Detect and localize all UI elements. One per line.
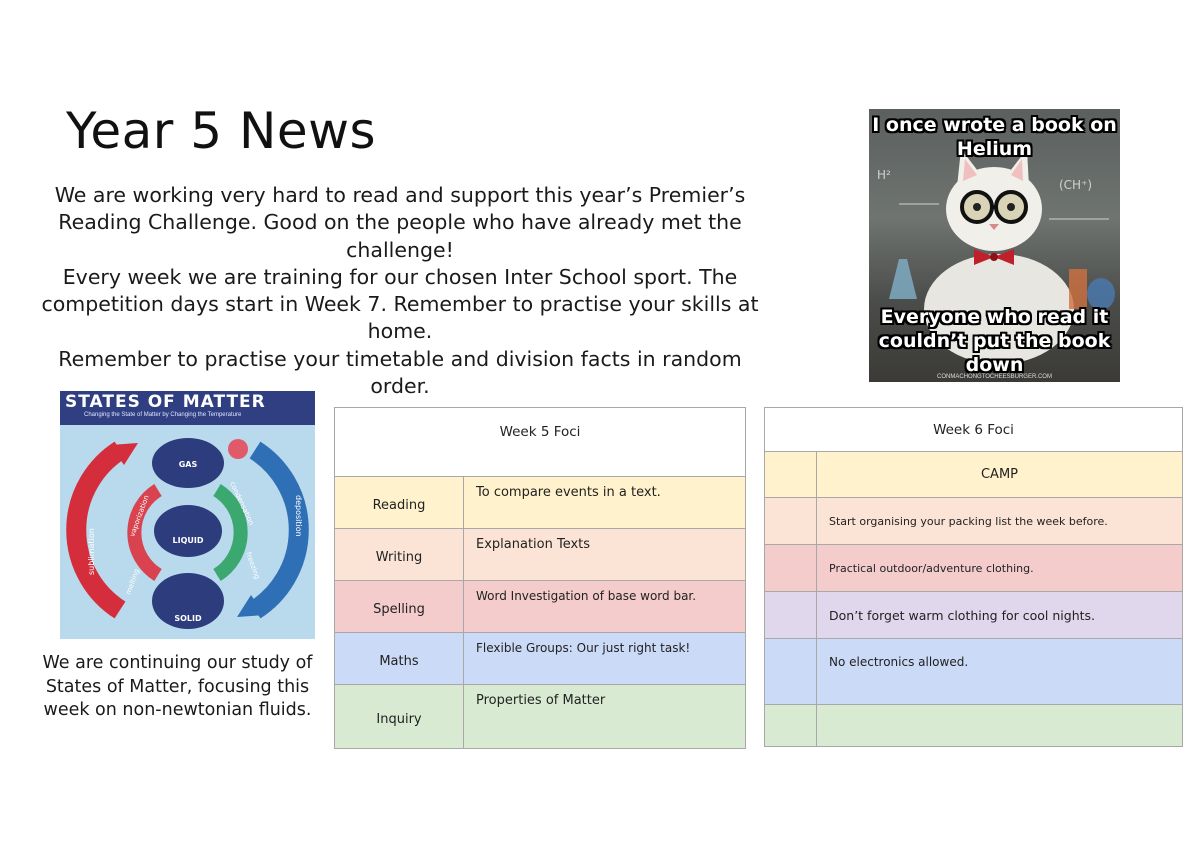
table-row: [765, 592, 1183, 639]
states-caption: We are continuing our study of States of Matter, focusing this week on non-newtonian fluids.: [42, 653, 313, 720]
table-row: [335, 477, 746, 529]
week5-foci-table: [334, 407, 746, 749]
meme-bottom-caption: Everyone who read it couldn’t put the book down: [878, 306, 1111, 376]
table-row: [765, 452, 1183, 498]
intro-paragraph-reading: We are working very hard to read and support this year’s Premier’s Reading Challenge. Good on the people who have already met the challenge!: [54, 183, 746, 262]
subject-spelling: Spelling: [335, 581, 464, 633]
deposition-label: deposition: [294, 495, 303, 537]
table-row: [765, 545, 1183, 592]
meme-top-caption: I once wrote a book on Helium: [872, 114, 1117, 160]
table-row: [765, 705, 1183, 747]
liquid-label: LIQUID: [172, 536, 204, 545]
table-row: [335, 633, 746, 685]
svg-text:(CH⁺): (CH⁺): [1059, 178, 1093, 192]
gas-label: GAS: [178, 460, 198, 469]
table-row: [765, 498, 1183, 545]
freezing-label: freezing: [244, 550, 262, 581]
focus-spelling: Word Investigation of base word bar.: [464, 581, 746, 633]
camp-item-packing: Start organising your packing list the week before.: [817, 498, 1183, 545]
subject-maths: Maths: [335, 633, 464, 685]
camp-item-clothing: Practical outdoor/adventure clothing.: [817, 545, 1183, 592]
camp-label: CAMP: [817, 452, 1183, 498]
focus-reading: To compare events in a text.: [464, 477, 746, 529]
intro-paragraph-sport: Every week we are training for our chosen Inter School sport. The competition days start in Week 7. Remember to practise your skills at home.: [41, 264, 759, 344]
subject-writing: Writing: [335, 529, 464, 581]
table-row: [335, 685, 746, 749]
solid-label: SOLID: [174, 614, 202, 623]
table-row: [765, 639, 1183, 705]
table-row: [335, 581, 746, 633]
sublimation-label: sublimation: [87, 528, 96, 575]
week6-foci-table: [764, 407, 1183, 747]
camp-item-electronics: No electronics allowed.: [817, 639, 1183, 705]
states-of-matter-poster: [60, 391, 315, 639]
melting-label: melting: [124, 567, 141, 596]
helium-cat-meme: [869, 109, 1120, 382]
meme-credit: CONMACHONGTOCHEESBURGER.COM: [937, 374, 1052, 380]
poster-header: [60, 391, 315, 425]
week6-heading: Week 6 Foci: [765, 408, 1183, 452]
focus-inquiry: Properties of Matter: [464, 685, 746, 749]
focus-writing: Explanation Texts: [464, 529, 746, 581]
intro-paragraph-timetable: Remember to practise your timetable and division facts in random order.: [58, 346, 742, 399]
camp-item-warm: Don’t forget warm clothing for cool nights.: [817, 592, 1183, 639]
states-cycle-diagram: [60, 425, 315, 639]
vaporization-label: vaporization: [128, 494, 151, 538]
intro-text: [30, 182, 770, 400]
subject-reading: Reading: [335, 477, 464, 529]
subject-inquiry: Inquiry: [335, 685, 464, 749]
condensation-label: condensation: [228, 480, 256, 527]
poster-title: STATES OF MATTER: [65, 392, 266, 412]
svg-text:H²: H²: [877, 168, 891, 182]
focus-maths: Flexible Groups: Our just right task!: [464, 633, 746, 685]
table-row: [335, 529, 746, 581]
page-title: Year 5 News: [66, 102, 377, 160]
poster-subtitle: Changing the State of Matter by Changing the Temperature: [84, 412, 242, 418]
week5-heading: Week 5 Foci: [335, 408, 746, 477]
